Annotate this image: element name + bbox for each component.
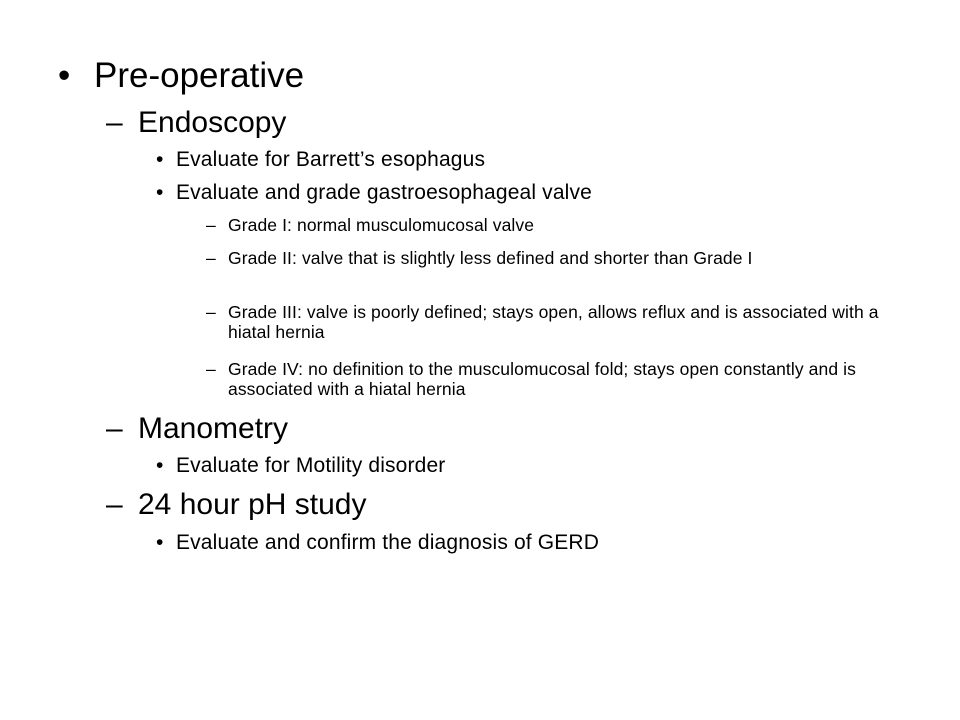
bullet-marker: •	[58, 56, 71, 95]
section-title: Manometry	[138, 412, 289, 445]
grade-text: Grade I: normal musculomucosal valve	[228, 215, 535, 235]
section-title: 24 hour pH study	[138, 488, 367, 521]
dash-marker: –	[106, 488, 123, 521]
list-item	[156, 531, 599, 555]
dash-marker: –	[206, 248, 216, 268]
bullet-marker: •	[156, 148, 164, 171]
list-item	[156, 181, 592, 205]
section-ph-study	[106, 488, 366, 522]
dash-marker: –	[206, 302, 216, 322]
list-item-text: Evaluate and grade gastroesophageal valve	[176, 181, 592, 204]
list-item-text: Evaluate for Motility disorder	[176, 454, 446, 477]
list-item	[156, 148, 485, 172]
grade-item	[206, 215, 898, 235]
dash-marker: –	[106, 106, 123, 139]
grade-text: Grade IV: no definition to the musculomucosal fold; stays open constantly and is associated with a hiatal hernia	[228, 359, 856, 399]
grade-item	[206, 359, 898, 399]
heading-text: Pre-operative	[94, 56, 305, 95]
list-item-text: Evaluate for Barrett’s esophagus	[176, 148, 486, 171]
heading-bullet	[58, 56, 304, 96]
dash-marker: –	[206, 215, 216, 235]
bullet-marker: •	[156, 181, 164, 204]
grade-text: Grade III: valve is poorly defined; stays open, allows reflux and is associated with a hiatal hernia	[228, 302, 879, 342]
dash-marker: –	[206, 359, 216, 379]
grade-text: Grade II: valve that is slightly less defined and shorter than Grade I	[228, 248, 753, 268]
grade-item	[206, 302, 898, 342]
list-item	[156, 454, 445, 478]
dash-marker: –	[106, 412, 123, 445]
section-endoscopy	[106, 106, 286, 140]
bullet-marker: •	[156, 531, 164, 554]
grade-item	[206, 248, 898, 268]
section-manometry	[106, 412, 288, 446]
section-title: Endoscopy	[138, 106, 287, 139]
list-item-text: Evaluate and confirm the diagnosis of GERD	[176, 531, 600, 554]
bullet-marker: •	[156, 454, 164, 477]
